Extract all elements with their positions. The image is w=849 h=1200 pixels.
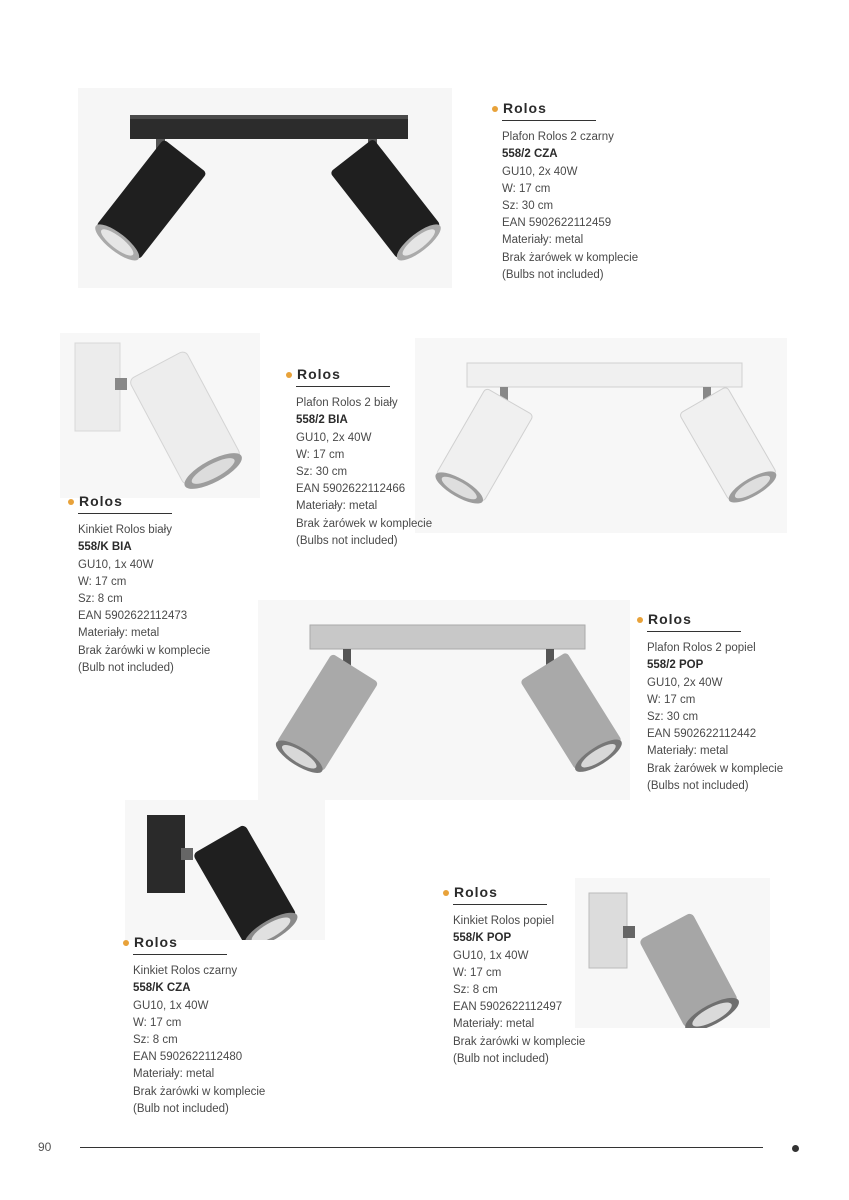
footer-dot xyxy=(792,1145,799,1152)
product-code: 558/K BIA xyxy=(78,541,132,554)
spec-line: Sz: 8 cm xyxy=(133,1034,178,1047)
spec-line: W: 17 cm xyxy=(647,693,696,706)
product-kinkiet-white xyxy=(68,493,210,677)
product-plafon-black xyxy=(492,100,638,284)
spec-line: Sz: 8 cm xyxy=(78,593,123,606)
photo-plafon-grey xyxy=(258,600,630,800)
bullet-dot xyxy=(286,372,292,378)
bullet-dot xyxy=(123,940,129,946)
spec-line: (Bulb not included) xyxy=(453,1052,549,1065)
spec-line: (Bulbs not included) xyxy=(647,779,749,792)
spec-line: Materiały: metal xyxy=(453,1018,535,1031)
product-title: Rolos xyxy=(297,366,341,382)
spec-line: GU10, 2x 40W xyxy=(296,431,372,444)
spec-line: Sz: 30 cm xyxy=(647,711,699,724)
product-title: Rolos xyxy=(79,493,123,509)
photo-kinkiet-black xyxy=(125,800,325,940)
spec-line: (Bulb not included) xyxy=(78,661,174,674)
spec-line: Materiały: metal xyxy=(133,1068,215,1081)
product-kinkiet-black xyxy=(123,934,265,1118)
product-code: 558/2 BIA xyxy=(296,414,348,427)
product-plafon-white xyxy=(286,366,432,550)
bullet-dot xyxy=(637,617,643,623)
spec-line: Materiały: metal xyxy=(296,500,378,513)
spec-line: Materiały: metal xyxy=(78,627,160,640)
spec-line: (Bulbs not included) xyxy=(502,268,604,281)
product-name: Kinkiet Rolos popiel xyxy=(453,915,555,928)
spec-line: EAN 5902622112442 xyxy=(647,728,757,741)
product-name: Kinkiet Rolos czarny xyxy=(133,965,238,978)
product-name: Kinkiet Rolos biały xyxy=(78,524,172,537)
spec-line: Brak żarówki w komplecie xyxy=(453,1035,586,1048)
footer-rule xyxy=(80,1147,763,1148)
product-name: Plafon Rolos 2 popiel xyxy=(647,642,756,655)
spec-line: W: 17 cm xyxy=(502,182,551,195)
product-title: Rolos xyxy=(503,100,547,116)
photo-plafon-black xyxy=(78,88,452,288)
spec-line: W: 17 cm xyxy=(133,1016,182,1029)
spec-line: EAN 5902622112480 xyxy=(133,1051,243,1064)
spec-line: Brak żarówek w komplecie xyxy=(502,251,639,264)
spec-line: (Bulb not included) xyxy=(133,1102,229,1115)
photo-kinkiet-grey xyxy=(575,878,770,1028)
spec-line: Sz: 30 cm xyxy=(502,200,554,213)
spec-line: EAN 5902622112497 xyxy=(453,1001,563,1014)
product-name: Plafon Rolos 2 biały xyxy=(296,397,398,410)
spec-line: Brak żarówki w komplecie xyxy=(78,644,211,657)
product-title: Rolos xyxy=(648,611,692,627)
spec-line: Materiały: metal xyxy=(647,745,729,758)
spec-line: GU10, 2x 40W xyxy=(647,676,723,689)
spec-line: GU10, 1x 40W xyxy=(453,949,529,962)
title-underline xyxy=(296,386,390,387)
spec-line: GU10, 2x 40W xyxy=(502,165,578,178)
product-code: 558/K CZA xyxy=(133,982,191,995)
spec-line: Brak żarówek w komplecie xyxy=(647,762,784,775)
photo-kinkiet-white xyxy=(60,333,260,498)
product-kinkiet-grey xyxy=(443,884,585,1068)
title-underline xyxy=(133,954,227,955)
bullet-dot xyxy=(443,890,449,896)
spec-line: W: 17 cm xyxy=(78,575,127,588)
bullet-dot xyxy=(68,499,74,505)
spec-line: Brak żarówki w komplecie xyxy=(133,1085,266,1098)
spec-line: EAN 5902622112459 xyxy=(502,217,612,230)
bullet-dot xyxy=(492,106,498,112)
spec-line: GU10, 1x 40W xyxy=(133,999,209,1012)
title-underline xyxy=(78,513,172,514)
spec-line: EAN 5902622112466 xyxy=(296,483,406,496)
title-underline xyxy=(502,120,596,121)
product-code: 558/2 CZA xyxy=(502,148,558,161)
title-underline xyxy=(647,631,741,632)
page-number: 90 xyxy=(38,1140,52,1154)
product-code: 558/2 POP xyxy=(647,659,704,672)
spec-line: GU10, 1x 40W xyxy=(78,558,154,571)
spec-line: Sz: 8 cm xyxy=(453,984,498,997)
spec-line: W: 17 cm xyxy=(453,966,502,979)
spec-line: Materiały: metal xyxy=(502,234,584,247)
product-title: Rolos xyxy=(134,934,178,950)
title-underline xyxy=(453,904,547,905)
spec-line: Sz: 30 cm xyxy=(296,466,348,479)
photo-plafon-white xyxy=(415,338,787,533)
spec-line: Brak żarówek w komplecie xyxy=(296,517,433,530)
product-code: 558/K POP xyxy=(453,932,512,945)
product-name: Plafon Rolos 2 czarny xyxy=(502,131,614,144)
product-title: Rolos xyxy=(454,884,498,900)
product-plafon-grey xyxy=(637,611,783,795)
spec-line: EAN 5902622112473 xyxy=(78,610,188,623)
spec-line: W: 17 cm xyxy=(296,448,345,461)
spec-line: (Bulbs not included) xyxy=(296,534,398,547)
